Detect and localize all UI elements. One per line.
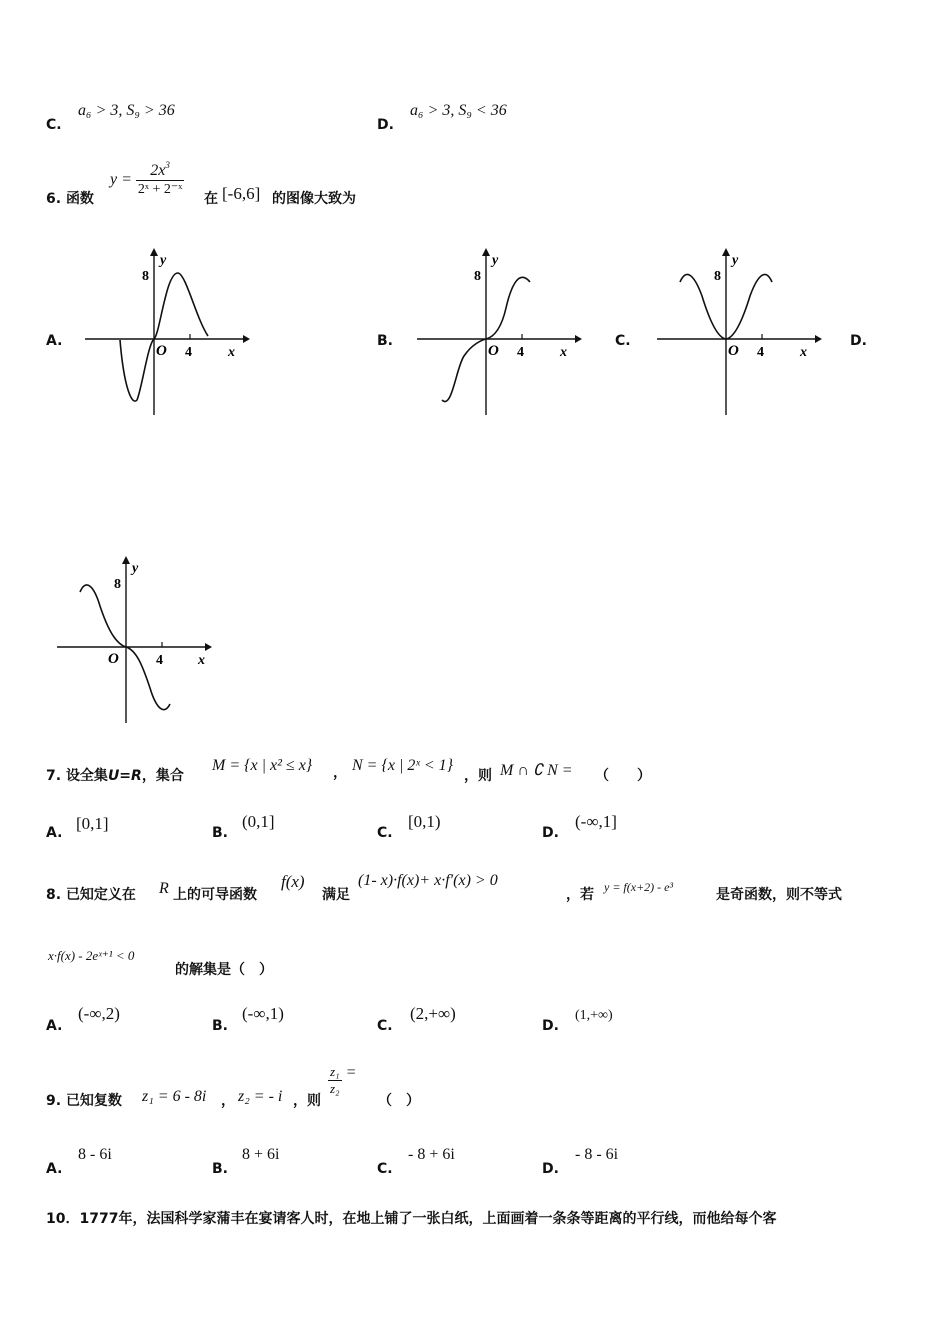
q8-r: R [159, 880, 169, 897]
q7-expr: M ∩ ∁ N = [500, 762, 573, 779]
q5-option-d-label: D. [377, 117, 394, 133]
q7-option-b-value: (0,1] [242, 812, 275, 831]
q7-comma: ， [333, 765, 347, 781]
q6-y-eq: y = [110, 171, 132, 188]
q6-prefix: 函数 [65, 191, 94, 207]
q6-graph-a [80, 248, 250, 423]
q7-paren: （ ） [595, 768, 651, 784]
q6-graph-d [52, 556, 222, 731]
q6-formula [110, 162, 184, 198]
q7-option-d-value: (-∞,1] [575, 812, 617, 831]
q9-option-b-label: B. [212, 1161, 228, 1177]
label-y: y [132, 561, 139, 576]
label-y: y [160, 253, 167, 268]
q8-option-c-value: (2,+∞) [410, 1004, 456, 1023]
q7-set-m: M = {x | x² ≤ x} [212, 757, 313, 774]
q5-option-c-expr: a₆ > 3, S₉ > 36 [78, 102, 175, 119]
q9-numerator: z₁ [330, 1064, 340, 1079]
q6-graph-b [412, 248, 582, 423]
q8-text2: 上的可导函数 [173, 887, 257, 903]
q9-option-b-value: 8 + 6i [242, 1146, 280, 1163]
label-8: 8 [114, 577, 121, 592]
q8-option-c-label: C. [377, 1018, 393, 1034]
q7-option-d-label: D. [542, 825, 559, 841]
q7-option-c-label: C. [377, 825, 393, 841]
q9-stem-start: 9. 已知复数 [46, 1093, 122, 1109]
q9-option-d-value: - 8 - 6i [575, 1146, 619, 1163]
y-axis-arrow [122, 556, 130, 564]
q7-option-a-value: [0,1] [76, 814, 109, 833]
q8-option-b-value: (-∞,1) [242, 1004, 284, 1023]
x-axis-arrow [243, 335, 250, 343]
label-x: x [560, 345, 567, 360]
q6-middle: 在 [204, 191, 218, 207]
x-axis-arrow [205, 643, 212, 651]
label-8: 8 [142, 269, 149, 284]
label-origin: O [108, 651, 119, 667]
q8-condition: (1- x)·f(x)+ x·f′(x) > 0 [358, 872, 498, 889]
q5-option-d-expr: a₆ > 3, S₉ < 36 [410, 102, 507, 119]
q6-suffix: 的图像大致为 [272, 191, 356, 207]
label-8: 8 [714, 269, 721, 284]
q6-option-b-label: B. [377, 333, 393, 349]
q9-option-c-label: C. [377, 1161, 393, 1177]
q7-set-n: N = {x | 2ˣ < 1} [352, 757, 454, 774]
q6-numerator: $2x^3$ [136, 162, 184, 181]
q6-number: 6. [46, 191, 62, 207]
q9-z2: z₂ = - i [238, 1088, 283, 1105]
label-4: 4 [185, 345, 192, 360]
q7-option-b-label: B. [212, 825, 228, 841]
q7-text3: ，则 [464, 768, 492, 784]
q8-condition2: y = f(x+2) - e³ [604, 880, 674, 894]
q6-option-c-label: C. [615, 333, 631, 349]
q10-stem: 10．1777年，法国科学家蒲丰在宴请客人时，在地上铺了一张白纸，上面画着一条条等距离的平行线，而他给每个客 [46, 1211, 777, 1227]
q8-option-d-value: (1,+∞) [575, 1008, 613, 1023]
q8-option-d-label: D. [542, 1018, 559, 1034]
q9-option-d-label: D. [542, 1161, 559, 1177]
q9-comma: ， [221, 1093, 235, 1109]
label-y: y [492, 253, 499, 268]
x-axis-arrow [575, 335, 582, 343]
label-origin: O [488, 343, 499, 359]
q6-fraction [136, 162, 184, 198]
q6-stem [46, 188, 94, 208]
q6-option-a-label: A. [46, 333, 63, 349]
label-origin: O [728, 343, 739, 359]
q9-text2: ，则 [293, 1093, 321, 1109]
label-x: x [800, 345, 807, 360]
q7-stem-start: 7. 设全集U=R，集合 [46, 768, 184, 784]
q8-text5: 是奇函数，则不等式 [716, 887, 842, 903]
label-origin: O [156, 343, 167, 359]
q5-option-c-label: C. [46, 117, 62, 133]
q6-denominator: 2ˣ + 2⁻ˣ [137, 182, 183, 197]
q8-text3: 满足 [322, 887, 350, 903]
q9-fraction [328, 1064, 356, 1097]
x-axis-arrow [815, 335, 822, 343]
label-x: x [228, 345, 235, 360]
q8-text4: ，若 [566, 887, 594, 903]
q9-option-a-label: A. [46, 1161, 63, 1177]
curve [120, 273, 208, 401]
label-4: 4 [517, 345, 524, 360]
y-axis-arrow [482, 248, 490, 256]
q8-text6: 的解集是（ ） [175, 962, 273, 978]
q9-denominator: z₂ [330, 1081, 340, 1096]
y-axis-arrow [150, 248, 158, 256]
q9-option-a-value: 8 - 6i [78, 1146, 112, 1163]
q6-graph-c [652, 248, 822, 423]
y-axis-arrow [722, 248, 730, 256]
q7-universe: U=R [107, 768, 142, 784]
q9-equals: = [345, 1064, 357, 1081]
q7-option-c-value: [0,1) [408, 812, 441, 831]
q8-stem-start: 8. 已知定义在 [46, 887, 136, 903]
q6-interval: [-6,6] [222, 184, 261, 203]
q9-paren: （ ） [378, 1093, 420, 1109]
label-4: 4 [156, 653, 163, 668]
q6-option-d-label: D. [850, 333, 867, 349]
label-8: 8 [474, 269, 481, 284]
q9-z1: z₁ = 6 - 8i [142, 1088, 207, 1105]
label-y: y [732, 253, 739, 268]
q8-option-a-label: A. [46, 1018, 63, 1034]
q8-fx: f(x) [281, 872, 305, 891]
q9-option-c-value: - 8 + 6i [408, 1146, 455, 1163]
q8-option-b-label: B. [212, 1018, 228, 1034]
label-4: 4 [757, 345, 764, 360]
q8-option-a-value: (-∞,2) [78, 1004, 120, 1023]
q7-option-a-label: A. [46, 825, 63, 841]
q8-inequality: x·f(x) - 2eˣ⁺¹ < 0 [48, 948, 135, 963]
label-x: x [198, 653, 205, 668]
